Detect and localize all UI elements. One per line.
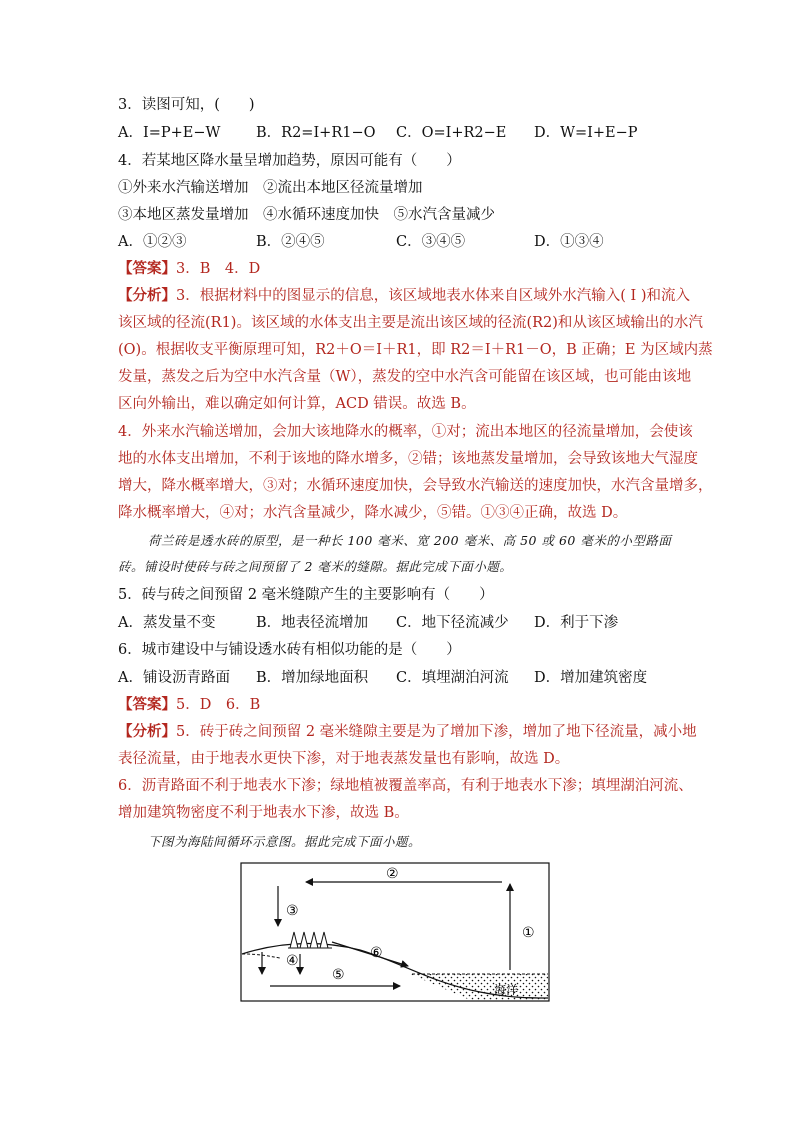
material-text: 砖。铺设时使砖与砖之间预留了 2 毫米的缝隙。据此完成下面小题。 <box>118 559 513 574</box>
answer-block-2 <box>118 695 260 715</box>
q3-option-a: A．I=P+E−W <box>118 125 221 141</box>
q5-option-b: B．地表径流增加 <box>256 615 369 631</box>
q6-option-c: C．填埋湖泊河流 <box>396 670 509 686</box>
analysis-text: 3．根据材料中的图显示的信息，该区域地表水体来自区域外水汽输入( I )和流入 <box>176 288 690 304</box>
q3-option-d: D．W=I+E−P <box>534 125 638 141</box>
answer-tag: 【答案】 <box>118 260 176 277</box>
answer-tag: 【答案】 <box>118 696 176 713</box>
q3-stem: 3．读图可知，( ) <box>118 97 255 113</box>
water-cycle-svg <box>240 862 550 1002</box>
q5-stem: 5．砖与砖之间预留 2 毫米缝隙产生的主要影响有（ ） <box>118 587 494 603</box>
analysis-line: 地的水体支出增加，不利于该地的降水增多，②错；该地蒸发量增加，会导致该地大气湿度 <box>118 451 698 467</box>
q4-option-c: C．③④⑤ <box>396 234 466 250</box>
analysis-tag: 【分析】 <box>118 287 176 304</box>
material-text: 下图为海陆间循环示意图。据此完成下面小题。 <box>148 834 422 849</box>
analysis-line: 降水概率增大，④对；水汽含量减少，降水减少，⑤错。①③④正确，故选 D。 <box>118 505 628 521</box>
q4-choices-line1: ①外来水汽输送增加 ②流出本地区径流量增加 <box>118 180 423 196</box>
q5-option-c: C．地下径流减少 <box>396 615 509 631</box>
q6-option-d: D．增加建筑密度 <box>534 670 648 686</box>
analysis-line: 6．沥青路面不利于地表水下渗；绿地植被覆盖率高，有利于地表水下渗；填埋湖泊河流、 <box>118 778 693 794</box>
q3-option-c: C．O=I+R2−E <box>396 125 507 141</box>
analysis-line: 发量，蒸发之后为空中水汽含量（W），蒸发的空中水汽含可能留在该区域，也可能由该地 <box>118 369 692 385</box>
analysis-line <box>118 722 697 742</box>
label-6: ⑥ <box>370 945 383 961</box>
label-4: ④ <box>286 953 299 969</box>
q6-option-a: A．铺设沥青路面 <box>118 670 230 686</box>
analysis-line: (O)。根据收支平衡原理可知，R2＋O＝I＋R1，即 R2＝I＋R1－O，B 正确；E 为区域内蒸 <box>118 342 713 358</box>
q3-option-b: B．R2=I+R1−O <box>256 125 376 141</box>
label-3: ③ <box>286 903 299 919</box>
q4-option-d: D．①③④ <box>534 234 604 250</box>
q4-choices-line2: ③本地区蒸发量增加 ④水循环速度加快 ⑤水汽含量减少 <box>118 207 495 223</box>
water-cycle-diagram <box>240 862 550 1002</box>
q6-option-b: B．增加绿地面积 <box>256 670 369 686</box>
ocean-label: 海洋 <box>494 983 519 997</box>
analysis-line: 4．外来水汽输送增加，会加大该地降水的概率，①对；流出本地区的径流量增加，会使该 <box>118 424 693 440</box>
material-text: 荷兰砖是透水砖的原型，是一种长 100 毫米、宽 200 毫米、高 50 或 60 毫米的小型路面 <box>148 533 672 548</box>
label-2: ② <box>386 866 399 882</box>
analysis-line: 该区域的径流(R1)。该区域的水体支出主要是流出该区域的径流(R2)和从该区域输出的水汽 <box>118 315 703 331</box>
label-5: ⑤ <box>332 967 345 983</box>
analysis-line: 增加建筑物密度不利于地表水下渗，故选 B。 <box>118 805 409 821</box>
label-1: ① <box>522 925 535 941</box>
analysis-line: 区向外输出，难以确定如何计算，ACD 错误。故选 B。 <box>118 396 476 412</box>
analysis-tag: 【分析】 <box>118 723 176 740</box>
answer-text: 3．B 4．D <box>176 261 261 277</box>
answer-text: 5．D 6．B <box>176 697 261 713</box>
analysis-line: 表径流量，由于地表水更快下渗，对于地表蒸发量也有影响，故选 D。 <box>118 751 570 767</box>
q6-stem: 6．城市建设中与铺设透水砖有相似功能的是（ ） <box>118 642 461 658</box>
answer-block-1 <box>118 259 260 279</box>
q5-option-d: D．利于下渗 <box>534 615 619 631</box>
analysis-line: 增大，降水概率增大，③对；水循环速度加快，会导致水汽输送的速度加快，水汽含量增多， <box>118 478 713 494</box>
analysis-line <box>118 286 690 306</box>
q4-stem: 4．若某地区降水量呈增加趋势，原因可能有（ ） <box>118 153 461 169</box>
analysis-text: 5．砖于砖之间预留 2 毫米缝隙主要是为了增加下渗，增加了地下径流量，减小地 <box>176 724 697 740</box>
q4-option-a: A．①②③ <box>118 234 187 250</box>
q4-option-b: B．②④⑤ <box>256 234 325 250</box>
q5-option-a: A．蒸发量不变 <box>118 615 216 631</box>
